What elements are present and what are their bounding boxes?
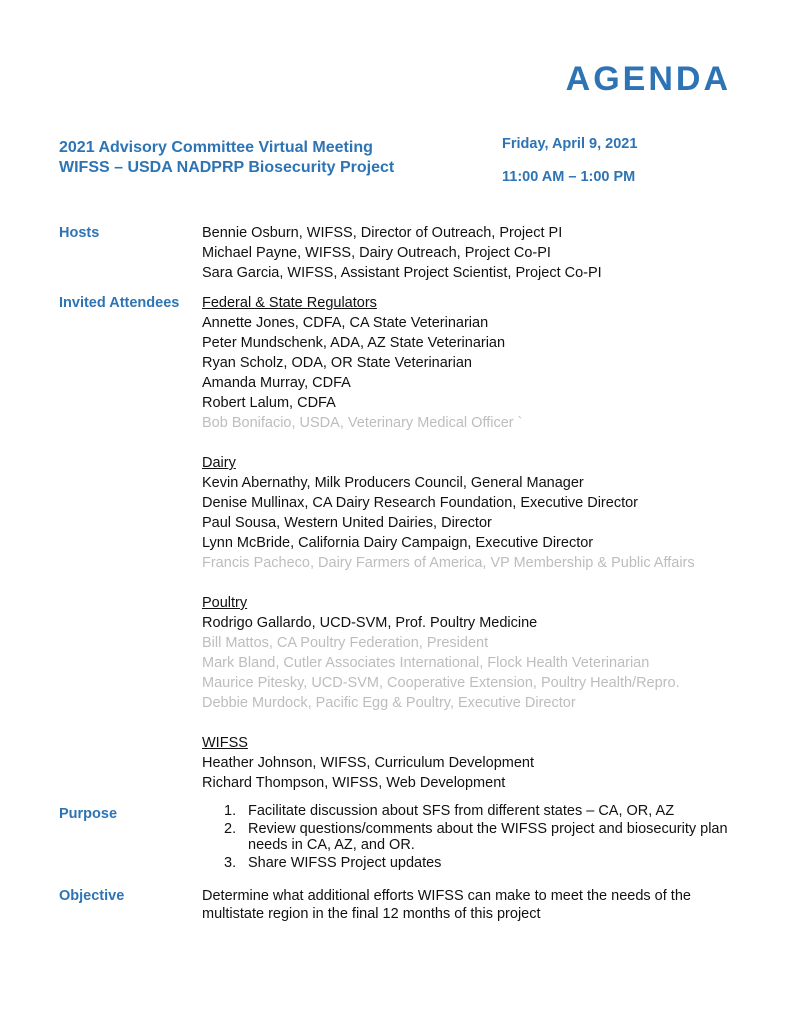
invited-attendees-label: Invited Attendees [59, 295, 180, 311]
attendee-line: Annette Jones, CDFA, CA State Veterinarian [202, 315, 489, 331]
host-line: Bennie Osburn, WIFSS, Director of Outreach, Project PI [202, 225, 563, 241]
dairy-heading: Dairy [202, 455, 236, 471]
purpose-number: 1. [224, 803, 237, 819]
attendee-line: Kevin Abernathy, Milk Producers Council, General Manager [202, 475, 584, 491]
attendee-line-unconfirmed: Mark Bland, Cutler Associates International, Flock Health Veterinarian [202, 655, 650, 671]
attendee-line: Ryan Scholz, ODA, OR State Veterinarian [202, 355, 472, 371]
hosts-label: Hosts [59, 225, 100, 241]
purpose-item [224, 855, 744, 871]
regulators-heading: Federal & State Regulators [202, 295, 377, 311]
meeting-title-line-1: 2021 Advisory Committee Virtual Meeting [59, 139, 373, 156]
agenda-title: AGENDA [565, 60, 731, 98]
meeting-time: 11:00 AM – 1:00 PM [502, 169, 636, 185]
attendee-line-unconfirmed: Bob Bonifacio, USDA, Veterinary Medical Officer ` [202, 415, 523, 431]
attendee-line: Denise Mullinax, CA Dairy Research Foundation, Executive Director [202, 495, 638, 511]
attendee-line: Lynn McBride, California Dairy Campaign, Executive Director [202, 535, 594, 551]
attendee-line: Rodrigo Gallardo, UCD-SVM, Prof. Poultry Medicine [202, 615, 538, 631]
purpose-label: Purpose [59, 806, 118, 822]
meeting-title-line-2: WIFSS – USDA NADPRP Biosecurity Project [59, 159, 395, 176]
purpose-text: Facilitate discussion about SFS from different states – CA, OR, AZ [248, 803, 675, 819]
attendee-line: Richard Thompson, WIFSS, Web Development [202, 775, 506, 791]
attendee-line-unconfirmed: Debbie Murdock, Pacific Egg & Poultry, Executive Director [202, 695, 576, 711]
attendee-line-unconfirmed: Bill Mattos, CA Poultry Federation, President [202, 635, 489, 651]
attendee-line: Paul Sousa, Western United Dairies, Director [202, 515, 492, 531]
attendee-line-unconfirmed: Maurice Pitesky, UCD-SVM, Cooperative Extension, Poultry Health/Repro. [202, 675, 680, 691]
purpose-text: Review questions/comments about the WIFSS project and biosecurity plan needs in CA, AZ, and OR. [248, 821, 728, 853]
attendee-line-unconfirmed: Francis Pacheco, Dairy Farmers of America, VP Membership & Public Affairs [202, 555, 695, 571]
attendee-line: Amanda Murray, CDFA [202, 375, 351, 391]
objective-text: Determine what additional efforts WIFSS can make to meet the needs of the multistate region in the final 12 months of this project [202, 888, 691, 922]
attendee-line: Peter Mundschenk, ADA, AZ State Veterinarian [202, 335, 506, 351]
attendee-line: Robert Lalum, CDFA [202, 395, 336, 411]
host-line: Michael Payne, WIFSS, Dairy Outreach, Project Co-PI [202, 245, 551, 261]
meeting-date: Friday, April 9, 2021 [502, 136, 638, 152]
purpose-item [224, 821, 744, 853]
hosts-list [202, 223, 602, 283]
wifss-heading: WIFSS [202, 735, 248, 751]
purpose-item [224, 803, 744, 819]
objective-label: Objective [59, 888, 125, 904]
attendee-line: Heather Johnson, WIFSS, Curriculum Development [202, 755, 535, 771]
purpose-list [224, 803, 744, 873]
purpose-number: 2. [224, 821, 237, 837]
meeting-title [59, 138, 394, 178]
purpose-number: 3. [224, 855, 237, 871]
purpose-text: Share WIFSS Project updates [248, 855, 442, 871]
attendees-list [202, 293, 695, 793]
poultry-heading: Poultry [202, 595, 248, 611]
host-line: Sara Garcia, WIFSS, Assistant Project Scientist, Project Co-PI [202, 265, 602, 281]
